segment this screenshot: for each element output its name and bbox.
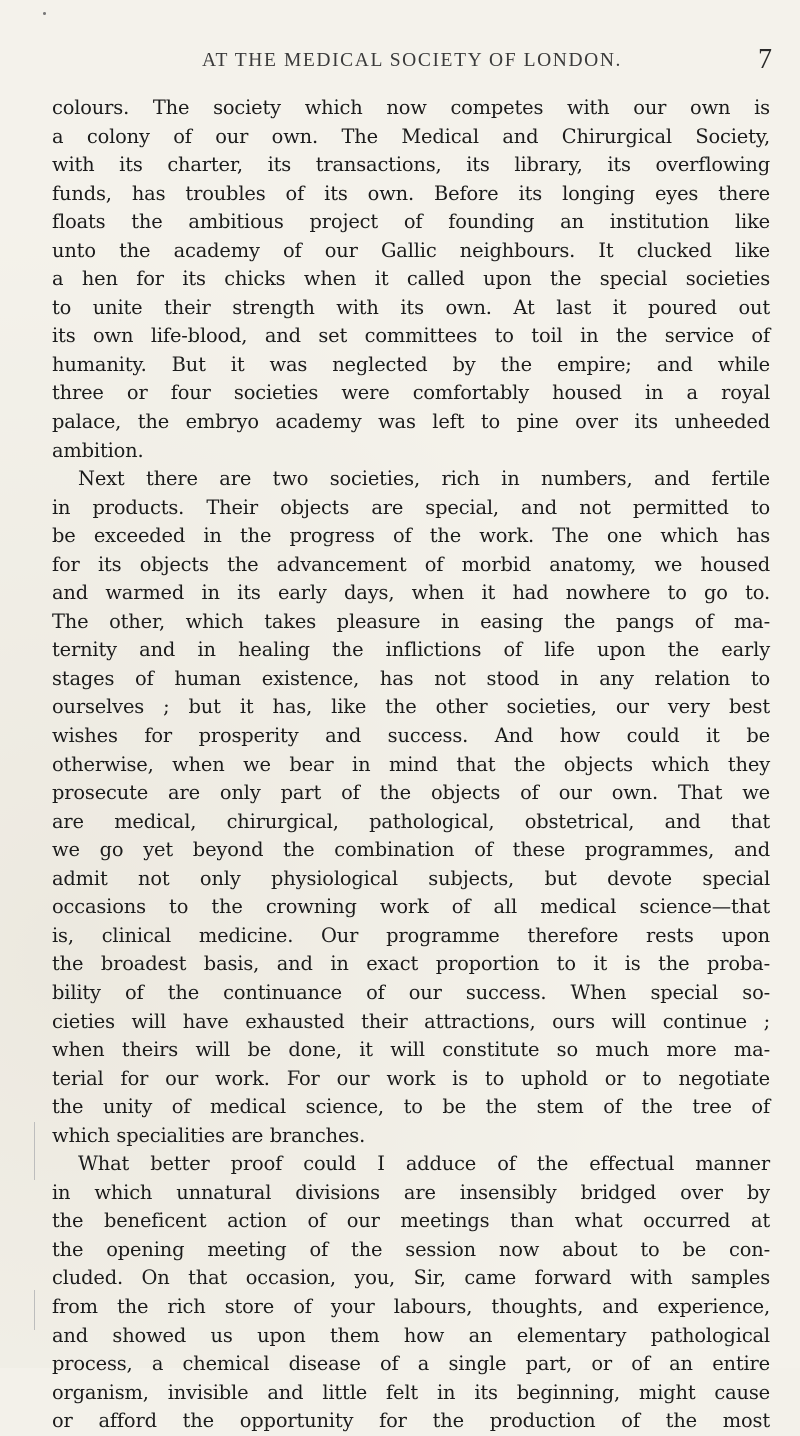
text-line: with its charter, its transactions, its library, its overflowing <box>52 153 770 177</box>
text-line: its own life-blood, and set committees to toil in the service of <box>52 324 770 348</box>
text-line: Next there are two societies, rich in numbers, and fertile <box>78 467 770 491</box>
text-line: in products. Their objects are special, and not permitted to <box>52 495 770 519</box>
text-line: What better proof could I adduce of the effectual manner <box>78 1152 770 1176</box>
text-line: unto the academy of our Gallic neighbours. It clucked like <box>52 238 770 262</box>
text-line: and warmed in its early days, when it had nowhere to go to. <box>52 581 770 605</box>
text-line: cieties will have exhausted their attractions, ours will continue ; <box>52 1009 770 1033</box>
text-line: a colony of our own. The Medical and Chirurgical Society, <box>52 124 770 148</box>
text-line: cluded. On that occasion, you, Sir, came forward with samples <box>52 1266 770 1290</box>
text-line: a hen for its chicks when it called upon the special societies <box>52 267 770 291</box>
text-line: ternity and in healing the inflictions of life upon the early <box>52 638 770 662</box>
text-line: process, a chemical disease of a single part, or of an entire <box>52 1352 770 1376</box>
text-line: ourselves ; but it has, like the other societies, our very best <box>52 695 770 719</box>
text-line: when theirs will be done, it will constitute so much more ma- <box>52 1038 770 1062</box>
text-line: we go yet beyond the combination of these programmes, and <box>52 838 770 862</box>
text-line: otherwise, when we bear in mind that the objects which they <box>52 752 770 776</box>
margin-mark <box>34 1290 35 1330</box>
text-line: in which unnatural divisions are insensibly bridged over by <box>52 1180 770 1204</box>
text-line: are medical, chirurgical, pathological, obstetrical, and that <box>52 809 770 833</box>
text-line: from the rich store of your labours, thoughts, and experience, <box>52 1294 770 1318</box>
print-speck <box>43 12 46 15</box>
margin-mark <box>34 1122 35 1180</box>
running-title: AT THE MEDICAL SOCIETY OF LONDON. <box>201 50 623 71</box>
text-line: is, clinical medicine. Our programme therefore rests upon <box>52 923 770 947</box>
text-line: which specialities are branches. <box>52 1123 366 1147</box>
text-line: stages of human existence, has not stood in any relation to <box>52 666 770 690</box>
text-line: prosecute are only part of the objects of our own. That we <box>52 781 770 805</box>
text-line: to unite their strength with its own. At last it poured out <box>52 295 770 319</box>
text-line: organism, invisible and little felt in its beginning, might cause <box>52 1380 770 1404</box>
text-line: and showed us upon them how an elementary pathological <box>52 1323 770 1347</box>
text-line: three or four societies were comfortably housed in a royal <box>52 381 770 405</box>
text-line: or afford the opportunity for the production of the most <box>52 1409 770 1433</box>
text-line: floats the ambitious project of founding an institution like <box>52 210 770 234</box>
text-line: wishes for prosperity and success. And how could it be <box>52 724 770 748</box>
text-line: for its objects the advancement of morbid anatomy, we housed <box>52 552 770 576</box>
text-line: colours. The society which now competes with our own is <box>52 96 770 119</box>
page-header <box>52 44 772 84</box>
text-line: the broadest basis, and in exact proportion to it is the proba- <box>52 952 770 976</box>
text-line: palace, the embryo academy was left to pine over its unheeded <box>52 410 770 434</box>
text-line: ambition. <box>52 438 144 462</box>
text-line: the unity of medical science, to be the stem of the tree of <box>52 1095 770 1119</box>
text-line: terial for our work. For our work is to uphold or to negotiate <box>52 1066 770 1090</box>
text-line: admit not only physiological subjects, but devote special <box>52 866 770 890</box>
text-line: occasions to the crowning work of all medical science—that <box>52 895 770 919</box>
page-number: 7 <box>758 44 772 75</box>
text-line: the opening meeting of the session now about to be con- <box>52 1237 770 1261</box>
text-line: humanity. But it was neglected by the empire; and while <box>52 352 770 376</box>
body-text <box>52 94 770 1436</box>
text-line: bility of the continuance of our success. When special so- <box>52 980 770 1004</box>
text-line: be exceeded in the progress of the work. The one which has <box>52 524 770 548</box>
text-line: The other, which takes pleasure in easing the pangs of ma- <box>52 609 770 633</box>
text-line: funds, has troubles of its own. Before its longing eyes there <box>52 181 770 205</box>
text-line: the beneficent action of our meetings than what occurred at <box>52 1209 770 1233</box>
